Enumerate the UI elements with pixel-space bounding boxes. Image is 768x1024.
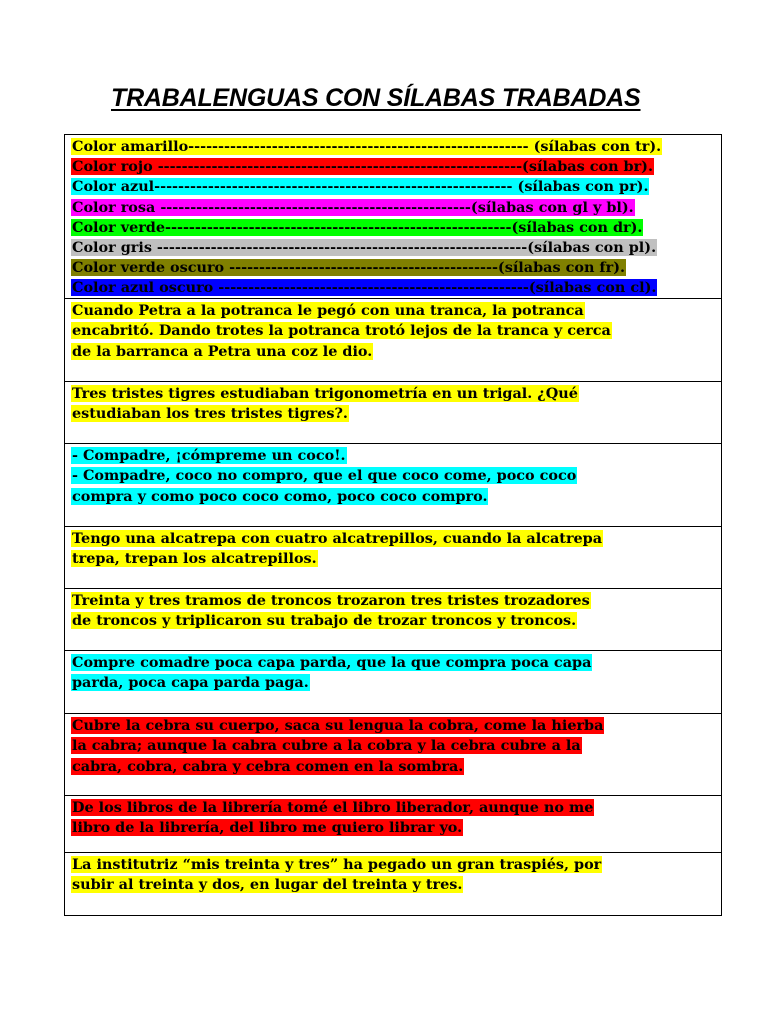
- text-span: parda, poca capa parda paga.: [72, 674, 309, 692]
- legend-line: [71, 258, 715, 278]
- text-line: [71, 487, 715, 507]
- text-line: [71, 321, 715, 341]
- text-span: trepa, trepan los alcatrepillos.: [72, 550, 317, 568]
- text-line: [71, 611, 715, 631]
- text-span: De los libros de la librería tomé el libro liberador, aunque no me: [72, 799, 594, 816]
- text-line: [71, 529, 715, 549]
- tongue-twister-9: [65, 853, 721, 916]
- color-legend: [65, 135, 721, 299]
- text-span: - Compadre, coco no compro, que el que coco come, poco coco: [72, 467, 577, 485]
- legend-text: Color azul oscuro ----------------------------------------------------(sílabas con cl).: [72, 279, 657, 297]
- text-span: de troncos y triplicaron su trabajo de trozar troncos y troncos.: [72, 612, 577, 630]
- text-line: [71, 446, 715, 466]
- text-line: [71, 757, 715, 777]
- text-span: la cabra; aunque la cabra cubre a la cobra y la cebra cubre a la: [72, 737, 581, 755]
- text-span: Cubre la cebra su cuerpo, saca su lengua la cobra, come la hierba: [72, 717, 604, 734]
- tongue-twister-table: [64, 134, 722, 916]
- legend-text: Color rojo -------------------------------------------------------------(sílabas con br).: [72, 158, 654, 176]
- legend-text: Color verde oscuro ---------------------------------------------(sílabas con fr).: [72, 259, 626, 277]
- text-span: compra y como poco coco como, poco coco compro.: [72, 487, 488, 505]
- legend-line: [71, 278, 715, 298]
- legend-text: Color rosa ----------------------------------------------------(sílabas con gl y bl).: [72, 198, 634, 216]
- text-span: La institutriz “mis treinta y tres” ha pegado un gran traspiés, por: [72, 856, 602, 873]
- legend-line: [71, 177, 715, 197]
- legend-text: Color amarillo--------------------------------------------------------- (sílabas con tr).: [72, 138, 662, 155]
- text-line: [71, 384, 715, 404]
- text-line: [71, 736, 715, 756]
- legend-line: [71, 218, 715, 238]
- legend-text: Color gris --------------------------------------------------------------(sílabas con pl).: [72, 239, 657, 257]
- legend-line: [71, 137, 715, 157]
- text-line: [71, 798, 715, 818]
- text-span: Tengo una alcatrepa con cuatro alcatrepillos, cuando la alcatrepa: [72, 530, 603, 547]
- text-line: [71, 855, 715, 875]
- legend-text: Color verde----------------------------------------------------------(sílabas con dr).: [72, 218, 643, 236]
- text-line: [71, 716, 715, 736]
- text-span: de la barranca a Petra una coz le dio.: [72, 342, 373, 360]
- text-span: libro de la librería, del libro me quiero librar yo.: [72, 819, 463, 837]
- text-line: [71, 653, 715, 673]
- text-span: - Compadre, ¡cómpreme un coco!.: [72, 447, 346, 464]
- tongue-twister-2: [65, 382, 721, 444]
- text-span: Cuando Petra a la potranca le pegó con una tranca, la potranca: [72, 302, 584, 319]
- page-title: TRABALENGUAS CON SÍLABAS TRABADAS: [111, 84, 641, 112]
- legend-line: [71, 157, 715, 177]
- text-span: cabra, cobra, cabra y cebra comen en la sombra.: [72, 757, 464, 775]
- legend-text: Color azul------------------------------------------------------------ (sílabas con pr).: [72, 178, 649, 196]
- text-line: [71, 301, 715, 321]
- tongue-twister-3: [65, 444, 721, 527]
- text-line: [71, 549, 715, 569]
- text-span: Treinta y tres tramos de troncos trozaron tres tristes trozadores: [72, 592, 590, 609]
- tongue-twister-1: [65, 299, 721, 382]
- text-span: Compre comadre poca capa parda, que la que compra poca capa: [72, 654, 592, 671]
- legend-line: [71, 238, 715, 258]
- text-span: Tres tristes tigres estudiaban trigonometría en un trigal. ¿Qué: [72, 385, 578, 402]
- tongue-twister-7: [65, 714, 721, 796]
- tongue-twister-6: [65, 651, 721, 714]
- tongue-twister-5: [65, 589, 721, 651]
- text-span: encabritó. Dando trotes la potranca trotó lejos de la tranca y cerca: [72, 322, 611, 340]
- text-line: [71, 875, 715, 895]
- text-line: [71, 466, 715, 486]
- text-span: subir al treinta y dos, en lugar del treinta y tres.: [72, 876, 463, 894]
- tongue-twister-8: [65, 796, 721, 853]
- text-line: [71, 591, 715, 611]
- legend-line: [71, 198, 715, 218]
- text-line: [71, 673, 715, 693]
- text-line: [71, 818, 715, 838]
- text-line: [71, 404, 715, 424]
- tongue-twister-4: [65, 527, 721, 589]
- text-line: [71, 342, 715, 362]
- text-span: estudiaban los tres tristes tigres?.: [72, 405, 348, 423]
